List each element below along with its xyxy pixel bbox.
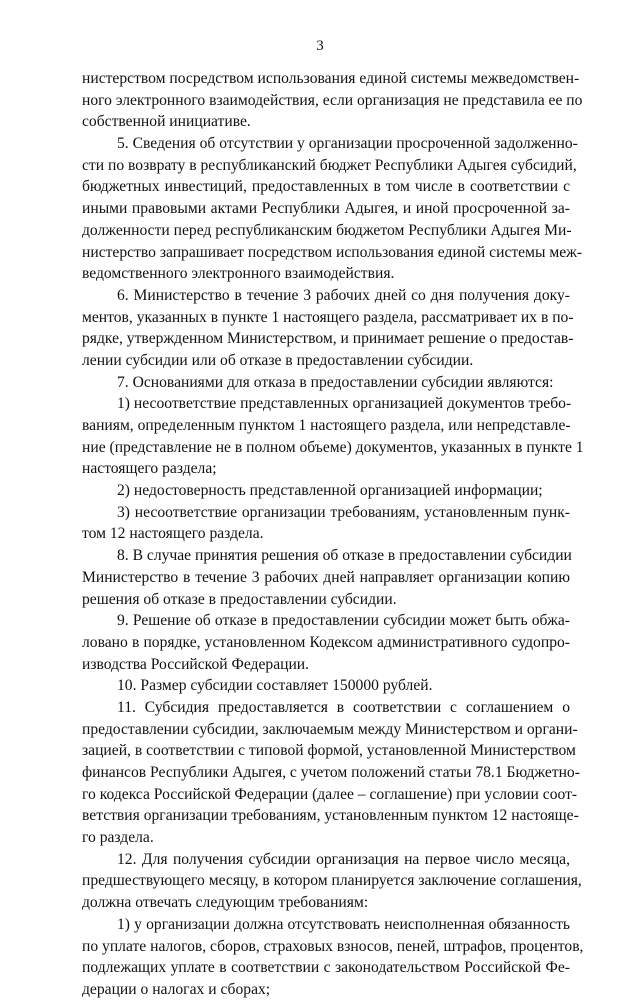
paragraph bbox=[82, 675, 570, 697]
text-line: иными правовыми актами Республики Адыгея, и иной просроченной за- bbox=[82, 200, 570, 218]
text-line: 12. Для получения субсидии организация на первое число месяца, bbox=[117, 850, 570, 868]
text-line: 10. Размер субсидии составляет 150000 рублей. bbox=[117, 677, 433, 695]
text-line: го раздела. bbox=[82, 829, 154, 847]
page-number: 3 bbox=[316, 38, 324, 54]
text-line: 8. В случае принятия решения об отказе в предоставлении субсидии bbox=[117, 547, 572, 565]
text-line: го кодекса Российской Федерации (далее – соглашение) при условии соот- bbox=[82, 785, 578, 803]
text-line: 11. Субсидия предоставляется в соответствии с соглашением о bbox=[117, 698, 570, 716]
paragraph bbox=[82, 372, 570, 394]
paragraph bbox=[82, 68, 583, 133]
text-line: ние (представление не в полном объеме) документов, указанных в пункте 1 bbox=[82, 438, 584, 456]
text-line: решения об отказе в предоставлении субсидии. bbox=[82, 590, 397, 608]
text-line: подлежащих уплате в соответствии с законодательством Российской Фе- bbox=[82, 959, 570, 977]
text-line: ментов, указанных в пункте 1 настоящего раздела, рассматривает их в по- bbox=[82, 308, 574, 326]
text-line: бюджетных инвестиций, предоставленных в том числе в соответствии с bbox=[82, 178, 570, 196]
paragraph bbox=[82, 502, 570, 545]
text-line: 2) недостоверность представленной организацией информации; bbox=[117, 482, 543, 500]
paragraph bbox=[82, 480, 570, 502]
paragraph bbox=[82, 285, 574, 372]
text-line: 7. Основаниями для отказа в предоставлении субсидии являются: bbox=[117, 373, 554, 391]
text-line: собственной инициативе. bbox=[82, 113, 251, 131]
text-line: рядке, утвержденном Министерством, и принимает решение о предостав- bbox=[82, 330, 574, 348]
document-body bbox=[82, 68, 584, 1001]
text-line: Министерство в течение 3 рабочих дней направляет организации копию bbox=[82, 568, 570, 586]
text-line: ловано в порядке, установленном Кодексом административного судопро- bbox=[82, 633, 570, 651]
paragraph bbox=[82, 393, 584, 480]
text-line: по уплате налогов, сборов, страховых взносов, пеней, штрафов, процентов, bbox=[82, 937, 584, 955]
text-line: ведомственного электронного взаимодействия. bbox=[82, 265, 395, 283]
text-line: долженности перед республиканским бюджетом Республики Адыгея Ми- bbox=[82, 221, 572, 239]
text-line: 3) несоответствие организации требованиям, установленным пунк- bbox=[117, 503, 570, 521]
text-line: зацией, в соответствии с типовой формой, установленной Министерством bbox=[82, 742, 576, 760]
text-line: предшествующего месяцу, в котором планируется заключение соглашения, bbox=[82, 872, 582, 890]
text-line: том 12 настоящего раздела. bbox=[82, 525, 264, 543]
paragraph bbox=[82, 914, 584, 1001]
text-line: нистерство запрашивает посредством использования единой системы меж- bbox=[82, 243, 583, 261]
text-line: предоставлении субсидии, заключаемым между Министерством и органи- bbox=[82, 720, 578, 738]
text-line: должна отвечать следующим требованиям: bbox=[82, 894, 369, 912]
text-line: 6. Министерство в течение 3 рабочих дней со дня получения доку- bbox=[117, 286, 570, 304]
text-line: 9. Решение об отказе в предоставлении субсидии может быть обжа- bbox=[117, 612, 570, 630]
text-line: дерации о налогах и сборах; bbox=[82, 980, 271, 998]
paragraph bbox=[82, 545, 570, 610]
text-line: 5. Сведения об отсутствии у организации просроченной задолженно- bbox=[117, 135, 578, 153]
text-line: нистерством посредством использования единой системы межведомствен- bbox=[82, 70, 580, 87]
text-line: ветствия организации требованиям, установленным пунктом 12 настояще- bbox=[82, 807, 579, 825]
paragraph bbox=[82, 610, 570, 675]
text-line: 1) несоответствие представленных организацией документов требо- bbox=[117, 395, 572, 413]
text-line: настоящего раздела; bbox=[82, 460, 217, 478]
text-line: ного электронного взаимодействия, если организация не представила ее по bbox=[82, 91, 583, 109]
paragraph bbox=[82, 849, 582, 914]
paragraph bbox=[82, 133, 583, 285]
text-line: ваниям, определенным пунктом 1 настоящего раздела, или непредставле- bbox=[82, 417, 571, 434]
text-line: финансов Республики Адыгея, с учетом положений статьи 78.1 Бюджетно- bbox=[82, 764, 580, 781]
text-line: лении субсидии или об отказе в предоставлении субсидии. bbox=[82, 351, 474, 369]
paragraph bbox=[82, 697, 580, 849]
text-line: изводства Российской Федерации. bbox=[82, 655, 310, 673]
text-line: сти по возврату в республиканский бюджет Республики Адыгея субсидий, bbox=[82, 156, 577, 174]
text-line: 1) у организации должна отсутствовать неисполненная обязанность bbox=[117, 915, 570, 933]
